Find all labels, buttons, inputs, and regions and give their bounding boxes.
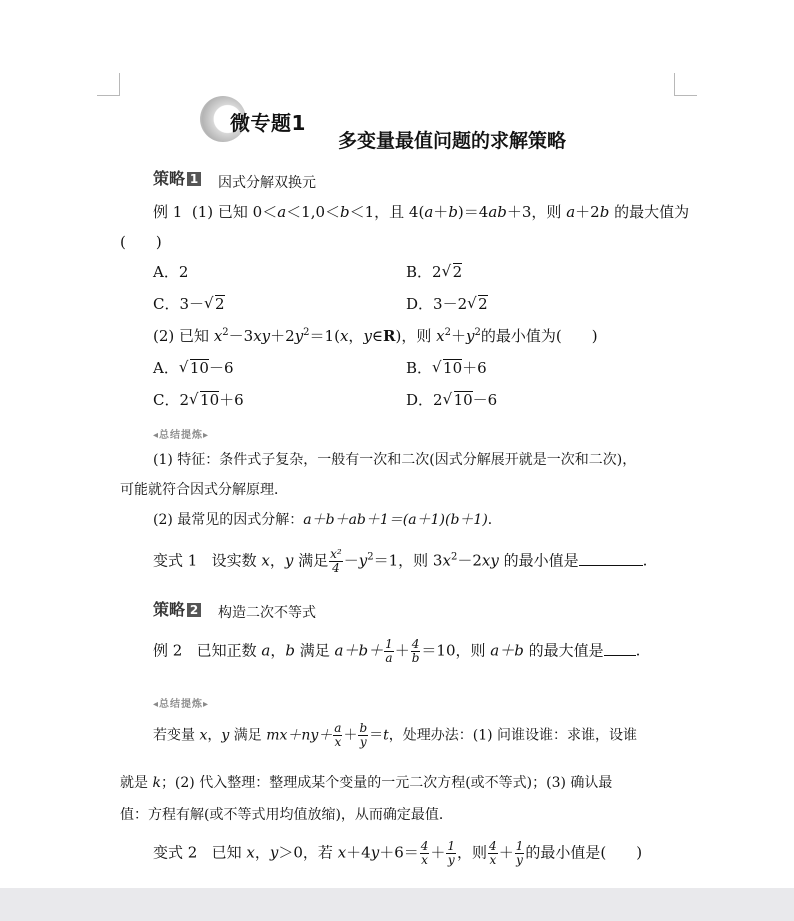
text: ． [487,512,502,528]
text: B． [406,359,433,377]
denominator: y [359,735,367,749]
summary-1-point-1: (1) 特征：条件式子复杂，一般有一次和二次(因式分解展开就是一次和二次)， [153,452,637,468]
op: ＋ [343,727,358,744]
radicand: 2 [215,295,225,313]
text: . [642,551,648,570]
text: 的最小值是( ) [525,843,643,862]
denominator: x [334,735,342,749]
numerator: 1 [447,839,456,853]
text: ＋4 [346,843,371,862]
text: 已知 0＜ [217,203,278,221]
var: y [269,843,279,862]
expr: a＋b＋ [334,641,384,660]
summary-2-line-1 [153,722,637,749]
sqrt [204,294,225,314]
fraction [333,722,342,749]
numerator: 4 [489,839,497,853]
option-d [406,390,497,410]
strategy-number-badge: 1 [187,172,201,186]
strategy-2-tag [153,597,201,620]
set: R [383,327,396,345]
summary-2-line-2 [120,773,612,793]
expr: mx＋ny＋ [266,727,333,744]
text: ＋2 [575,203,600,221]
numerator: x² [330,547,342,561]
question-number: (1) [191,203,214,221]
summary-tag: ◂总结提炼▸ [153,430,210,441]
denominator: b [411,651,420,665]
text: ＜1，且 4( [349,203,425,221]
op: ＋ [433,203,449,221]
var: y [221,727,230,744]
strategy-1-tag [153,166,201,189]
sqrt [467,294,488,314]
page-title: 多变量最值问题的求解策略 [338,130,567,152]
summary-2-line-3: 值：方程有解(或不等式用均值放缩)，从而确定最值． [120,807,453,823]
denominator: x [421,853,428,867]
denominator: x [489,853,497,867]
text: ＜1,0＜ [286,203,341,221]
text: 满足 [293,551,329,570]
var: x [261,551,270,570]
crop-mark-top-left [97,73,120,96]
text: ， [348,327,364,345]
strategy-1-name: 因式分解双换元 [218,175,316,191]
var: a [261,641,271,660]
var: xy [481,551,499,570]
text: )＝4 [457,203,489,221]
text: 的最大值为 [609,203,690,221]
exp: 2 [303,327,310,338]
denominator: 4 [332,561,340,575]
var: y [465,327,475,345]
text: (2) 最常见的因式分解： [153,512,304,528]
fraction [384,638,394,665]
text: . [635,641,641,660]
numerator: 1 [385,637,393,651]
example-label: 例 1 [153,203,183,221]
text: 已知 [179,327,214,345]
topic-label: 微专题1 [230,111,306,135]
numerator: 4 [420,839,429,853]
var: x [199,727,208,744]
text: D．2 [406,391,443,409]
text: )，则 [395,327,437,345]
text: ＋6＝ [379,843,419,862]
fraction [446,840,456,867]
text: ＋6 [462,359,487,377]
var: x [442,551,451,570]
var: b [285,641,295,660]
var: b [448,203,458,221]
text: 满足 [229,727,267,744]
op: ＋ [394,641,410,660]
text: 已知 [211,843,247,862]
text: ＋3，则 [506,203,567,221]
numerator: a [334,721,342,735]
fraction [515,840,525,867]
var: b [340,203,350,221]
text: 的最大值是 [523,641,604,660]
summary-1-point-2 [153,510,502,530]
fraction [420,840,430,867]
exp: 2 [444,327,451,338]
var: x [339,327,349,345]
text: －2 [457,551,482,570]
sqrt [432,358,462,378]
option-d [406,294,488,314]
summary-tag: ◂总结提炼▸ [153,699,210,710]
option-a: A．2 [153,263,189,281]
text: ，处理办法：(1) 问谁设谁：求谁，设谁 [388,727,638,744]
text: ＋2 [270,327,295,345]
var: y [284,551,294,570]
text: ＝1，则 3 [373,551,443,570]
exp: 2 [474,327,481,338]
variant-2 [153,840,642,867]
var: xy [253,327,271,345]
option-c [153,390,244,410]
option-a [153,358,233,378]
text: 的最小值为( ) [480,327,598,345]
text: ＋6 [219,391,244,409]
text: 的最小值是 [498,551,579,570]
fraction [358,722,368,749]
strategy-number-badge: 2 [187,603,201,617]
radicand: 10 [453,391,473,409]
expr: a＋b [490,641,524,660]
text: A． [153,359,179,377]
var: ab [488,203,507,221]
op: ＝ [369,727,384,744]
var: b [599,203,610,221]
text: ， [254,843,270,862]
strategy-tag-text: 策略 [153,600,186,619]
crop-mark-top-right [674,73,697,96]
variant-label: 变式 1 [153,551,198,570]
radicand: 2 [452,263,463,281]
var: a [566,203,576,221]
denominator: y [516,853,523,867]
text: 已知正数 [196,641,262,660]
sqrt [189,390,219,410]
text: －6 [472,391,498,409]
op: ∈ [371,327,384,345]
text: C．2 [153,391,190,409]
option-b [406,358,487,378]
text: ；(2) 代入整理：整理成某个变量的一元二次方程(或不等式)；(3) 确认最 [160,775,613,791]
denominator: y [447,853,455,867]
radicand: 10 [189,359,209,377]
summary-1-point-1-cont: 可能就符合因式分解原理． [120,482,288,498]
answer-paren: ( ) [120,233,162,251]
var: y [363,327,372,345]
exp: 2 [450,551,458,563]
text: ＝1( [309,327,340,345]
var: x [337,843,347,862]
text: D．3－2 [406,295,468,313]
text: 满足 [294,641,335,660]
text: ＝10，则 [421,641,491,660]
text: ， [270,641,286,660]
op: ＋ [430,843,446,862]
var: y [294,327,304,345]
text: ，则 [457,843,488,862]
var: k [152,775,161,791]
op: ＋ [450,327,466,345]
sqrt [442,262,463,282]
answer-blank [604,641,636,656]
option-c [153,294,225,314]
text: 设实数 [211,551,262,570]
var: x [246,843,255,862]
fraction [329,548,343,575]
text: ， [269,551,285,570]
example-1-part-1 [153,202,689,222]
var: y [358,551,368,570]
numerator: 1 [515,839,524,853]
var: t [383,727,389,744]
op: ＋ [498,843,514,862]
radicand: 10 [200,391,220,409]
text: ， [207,727,222,744]
fraction [411,638,421,665]
text: －6 [208,359,234,377]
radicand: 2 [478,295,488,313]
example-1-part-2 [153,326,598,346]
text: ＞0，若 [278,843,338,862]
status-bar [0,888,794,921]
text: B．2 [406,263,442,281]
text: － [343,551,359,570]
denominator: a [385,651,393,665]
sqrt [179,358,209,378]
variant-1 [153,548,647,575]
example-2 [153,638,640,665]
exp: 2 [367,551,374,563]
formula: a＋b＋ab＋1＝(a＋1)(b＋1) [303,512,488,528]
exp: 2 [222,327,229,338]
numerator: b [359,721,368,735]
sqrt [443,390,473,410]
text: 就是 [120,775,153,791]
variant-label: 变式 2 [153,843,198,862]
text: －3 [228,327,254,345]
text: C．3－ [153,295,205,313]
strategy-2-name: 构造二次不等式 [218,605,316,621]
option-b [406,262,462,282]
radicand: 10 [443,359,463,377]
example-label: 例 2 [153,641,183,660]
question-number: (2) [153,327,175,345]
fraction [488,840,498,867]
var: a [424,203,434,221]
numerator: 4 [411,637,420,651]
var: x [436,327,445,345]
answer-blank [579,551,643,566]
var: a [277,203,287,221]
var: y [370,843,380,862]
text: 若变量 [153,727,200,744]
strategy-tag-text: 策略 [153,169,186,188]
var: x [213,327,223,345]
